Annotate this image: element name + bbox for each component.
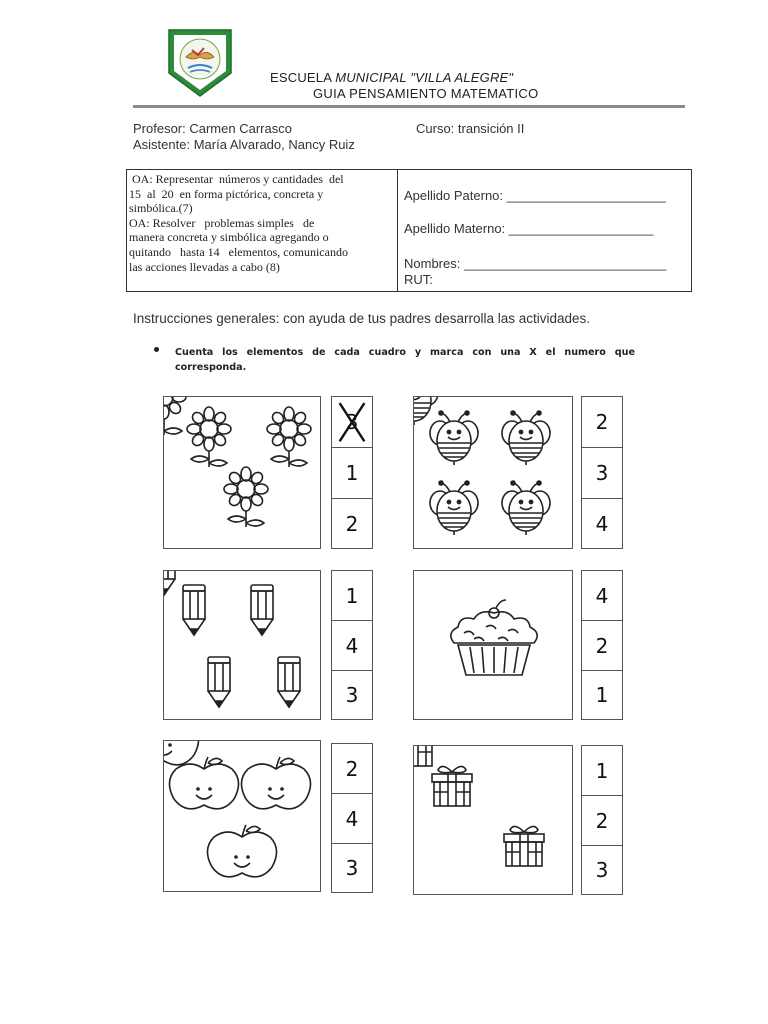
course-label: Curso: transición II <box>416 121 525 136</box>
objective-line: manera concreta y simbólica agregando o <box>129 230 329 245</box>
cupcake-picture-box <box>413 570 573 720</box>
flower-drawings <box>164 397 319 547</box>
apellido-paterno-field[interactable]: Apellido Paterno: ______________________ <box>404 188 666 203</box>
assistant-label: Asistente: María Alvarado, Nancy Ruiz <box>133 137 355 152</box>
answer-column-2 <box>581 396 623 549</box>
objective-line: quitando hasta 14 elementos, comunicando <box>129 244 348 259</box>
answer-option[interactable]: 3 <box>582 845 622 895</box>
answer-option[interactable]: 4 <box>582 498 622 549</box>
gifts-picture-box <box>413 745 573 895</box>
objective-line: OA: Resolver problemas simples de <box>129 215 315 230</box>
objectives-table <box>126 169 692 292</box>
answer-option[interactable]: 2 <box>582 620 622 670</box>
pencils-picture-box <box>163 570 321 720</box>
answer-option[interactable]: 2 <box>582 795 622 845</box>
answer-column-1 <box>331 396 373 549</box>
answer-column-3 <box>331 570 373 720</box>
apellido-materno-field[interactable]: Apellido Materno: ____________________ <box>404 221 654 236</box>
objective-line: OA: Representar números y cantidades del <box>129 172 344 186</box>
answer-option[interactable]: 2 <box>332 498 372 549</box>
general-instructions: Instrucciones generales: con ayuda de tus padres desarrolla las actividades. <box>133 311 591 326</box>
answer-option[interactable]: 1 <box>345 583 359 608</box>
bees-picture-box <box>413 396 573 549</box>
pencil-drawings <box>164 571 319 718</box>
answer-option[interactable]: 1 <box>595 758 609 783</box>
bee-drawings <box>414 397 571 547</box>
apple-drawings <box>164 741 319 890</box>
answer-column-6 <box>581 745 623 895</box>
flowers-picture-box <box>163 396 321 549</box>
activity-instruction: Cuenta los elementos de cada cuadro y marca con una X el numero que corresponda. <box>175 347 635 373</box>
objective-line: simbólica.(7) <box>129 201 193 216</box>
cupcake-drawing <box>414 571 571 718</box>
answer-option[interactable]: 1 <box>582 670 622 720</box>
objectives-text <box>127 170 398 291</box>
answer-option[interactable]: 4 <box>332 793 372 843</box>
rut-field[interactable]: RUT: <box>404 272 433 287</box>
x-mark-icon <box>332 397 372 548</box>
answer-option[interactable]: 2 <box>345 756 359 781</box>
answer-option[interactable]: 3 <box>345 410 359 435</box>
gift-drawings <box>414 746 571 893</box>
nombres-field[interactable]: Nombres: ____________________________ <box>404 256 667 271</box>
answer-column-4 <box>581 570 623 720</box>
objective-line: las acciones llevadas a cabo (8) <box>129 259 280 274</box>
apples-picture-box <box>163 740 321 892</box>
answer-option[interactable]: 3 <box>582 447 622 498</box>
answer-option[interactable]: 3 <box>332 670 372 720</box>
answer-option[interactable]: 4 <box>595 583 609 608</box>
answer-column-5 <box>331 743 373 893</box>
answer-option[interactable]: 2 <box>595 410 609 435</box>
answer-option[interactable]: 1 <box>332 447 372 498</box>
teacher-label: Profesor: Carmen Carrasco <box>133 121 292 136</box>
school-name: ESCUELA MUNICIPAL "VILLA ALEGRE" <box>270 70 514 85</box>
objective-line: 15 al 20 en forma pictórica, concreta y <box>129 186 324 201</box>
school-logo <box>166 27 234 99</box>
answer-option[interactable]: 3 <box>332 843 372 893</box>
bullet-icon <box>154 347 159 352</box>
answer-option[interactable]: 4 <box>332 620 372 670</box>
header-divider <box>133 105 685 108</box>
guide-title: GUIA PENSAMIENTO MATEMATICO <box>313 86 539 101</box>
